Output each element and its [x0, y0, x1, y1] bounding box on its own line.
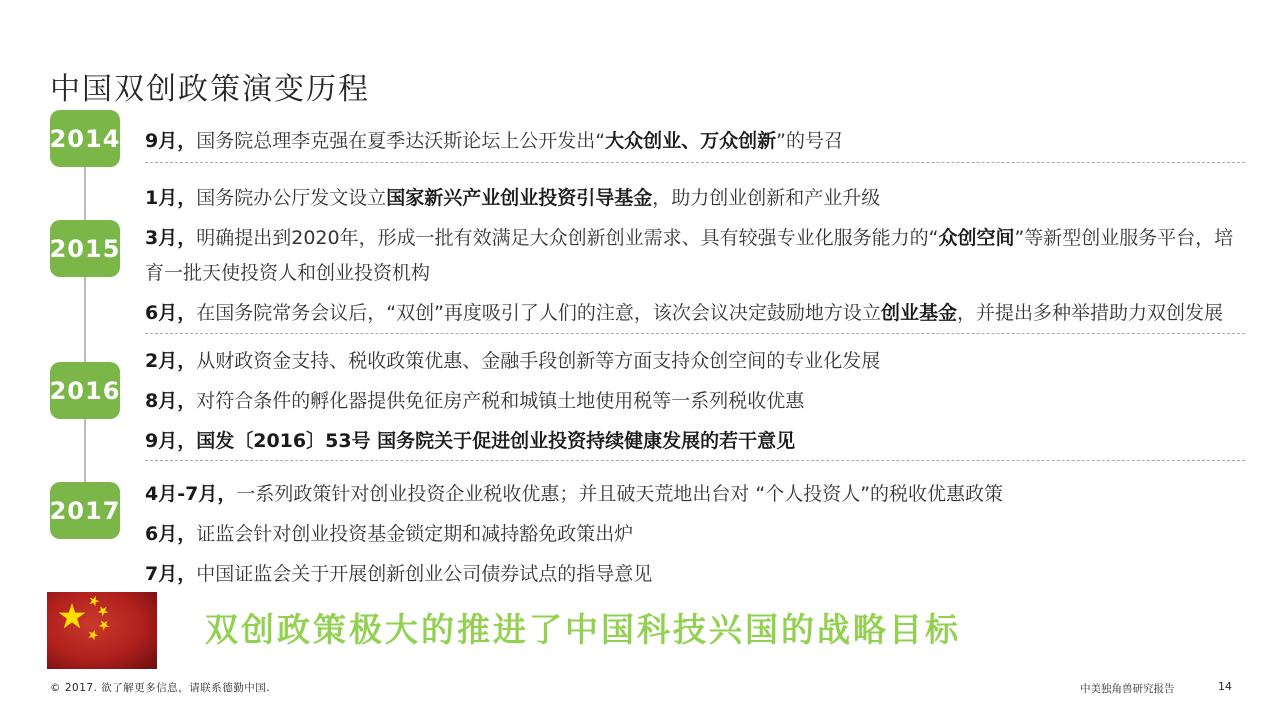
timeline-connector [84, 140, 86, 512]
timeline-entry-2015-jan [145, 181, 1247, 216]
entry-text: 对符合条件的孵化器提供免征房产税和城镇土地使用税等一系列税收优惠 [196, 390, 805, 412]
entry-month: 7月， [145, 563, 197, 585]
entry-month: 6月， [145, 523, 197, 545]
timeline-entry-2016-aug [145, 384, 1247, 419]
entry-text: ，并提出多种举措助力双创发展 [956, 302, 1223, 324]
footer-copyright: © 2017. 欲了解更多信息，请联系德勤中国. [50, 682, 271, 694]
entry-highlight: 大众创业、万众创新 [605, 130, 777, 152]
entry-highlight: 众创空间 [938, 227, 1015, 249]
entry-text: 明确提出到2020年，形成一批有效满足大众创新创业需求、具有较强专业化服务能力的“ [196, 227, 939, 249]
timeline-entry-2015-mar [145, 221, 1247, 291]
entry-month: 1月， [145, 187, 197, 209]
entry-month: 8月， [145, 390, 197, 412]
entry-text: ，助力创业创新和产业升级 [652, 187, 881, 209]
entry-text: 中国证监会关于开展创新创业公司债券试点的指导意见 [196, 563, 653, 585]
entry-month: 6月， [145, 302, 197, 324]
timeline-entry-2017-apr-jul [145, 477, 1247, 512]
timeline-entry-2016-sep [145, 424, 1247, 459]
entry-month: 9月， [145, 130, 197, 152]
entry-highlight: 国发〔2016〕53号 国务院关于促进创业投资持续健康发展的若干意见 [196, 430, 796, 452]
entry-text: 证监会针对创业投资基金锁定期和减持豁免政策出炉 [196, 523, 634, 545]
year-badge-2016: 2016 [50, 362, 120, 419]
china-flag-icon [47, 592, 157, 669]
entry-text: 从财政资金支持、税收政策优惠、金融手段创新等方面支持众创空间的专业化发展 [196, 350, 881, 372]
entry-month: 2月， [145, 350, 197, 372]
year-badge-2015: 2015 [50, 220, 120, 277]
timeline-entry-2015-jun [145, 296, 1247, 331]
year-badge-2014: 2014 [50, 110, 120, 167]
entry-highlight: 国家新兴产业创业投资引导基金 [386, 187, 653, 209]
banner-headline: 双创政策极大的推进了中国科技兴国的战略目标 [205, 610, 961, 649]
entry-text: ”的号召 [776, 130, 843, 152]
entry-text: 国务院办公厅发文设立 [196, 187, 387, 209]
entry-text: 在国务院常务会议后，“双创”再度吸引了人们的注意，该次会议决定鼓励地方设立 [196, 302, 881, 324]
dashed-divider [145, 460, 1245, 461]
dashed-divider [145, 333, 1245, 334]
timeline-entry-2016-feb [145, 344, 1247, 379]
year-badge-2017: 2017 [50, 482, 120, 539]
entry-month: 3月， [145, 227, 197, 249]
entry-highlight: 创业基金 [880, 302, 957, 324]
timeline-entry-2017-jul [145, 557, 1247, 592]
entry-month: 9月， [145, 430, 197, 452]
footer-report-title: 中美独角兽研究报告 [1080, 683, 1175, 695]
timeline-entry-2017-jun [145, 517, 1247, 552]
entry-text: 国务院总理李克强在夏季达沃斯论坛上公开发出“ [196, 130, 606, 152]
entry-text: 一系列政策针对创业投资企业税收优惠；并且破天荒地出台对 “个人投资人”的税收优惠政策 [236, 483, 1004, 505]
entry-month: 4月-7月， [145, 483, 237, 505]
timeline-entry-2014-sep [145, 124, 1247, 159]
footer-page-number: 14 [1218, 680, 1232, 693]
entry-text: ”等新型创业服务平台，培育一批天使投资人和创业投资机构 [145, 227, 1234, 284]
page-title: 中国双创政策演变历程 [50, 72, 370, 108]
dashed-divider [145, 162, 1245, 163]
